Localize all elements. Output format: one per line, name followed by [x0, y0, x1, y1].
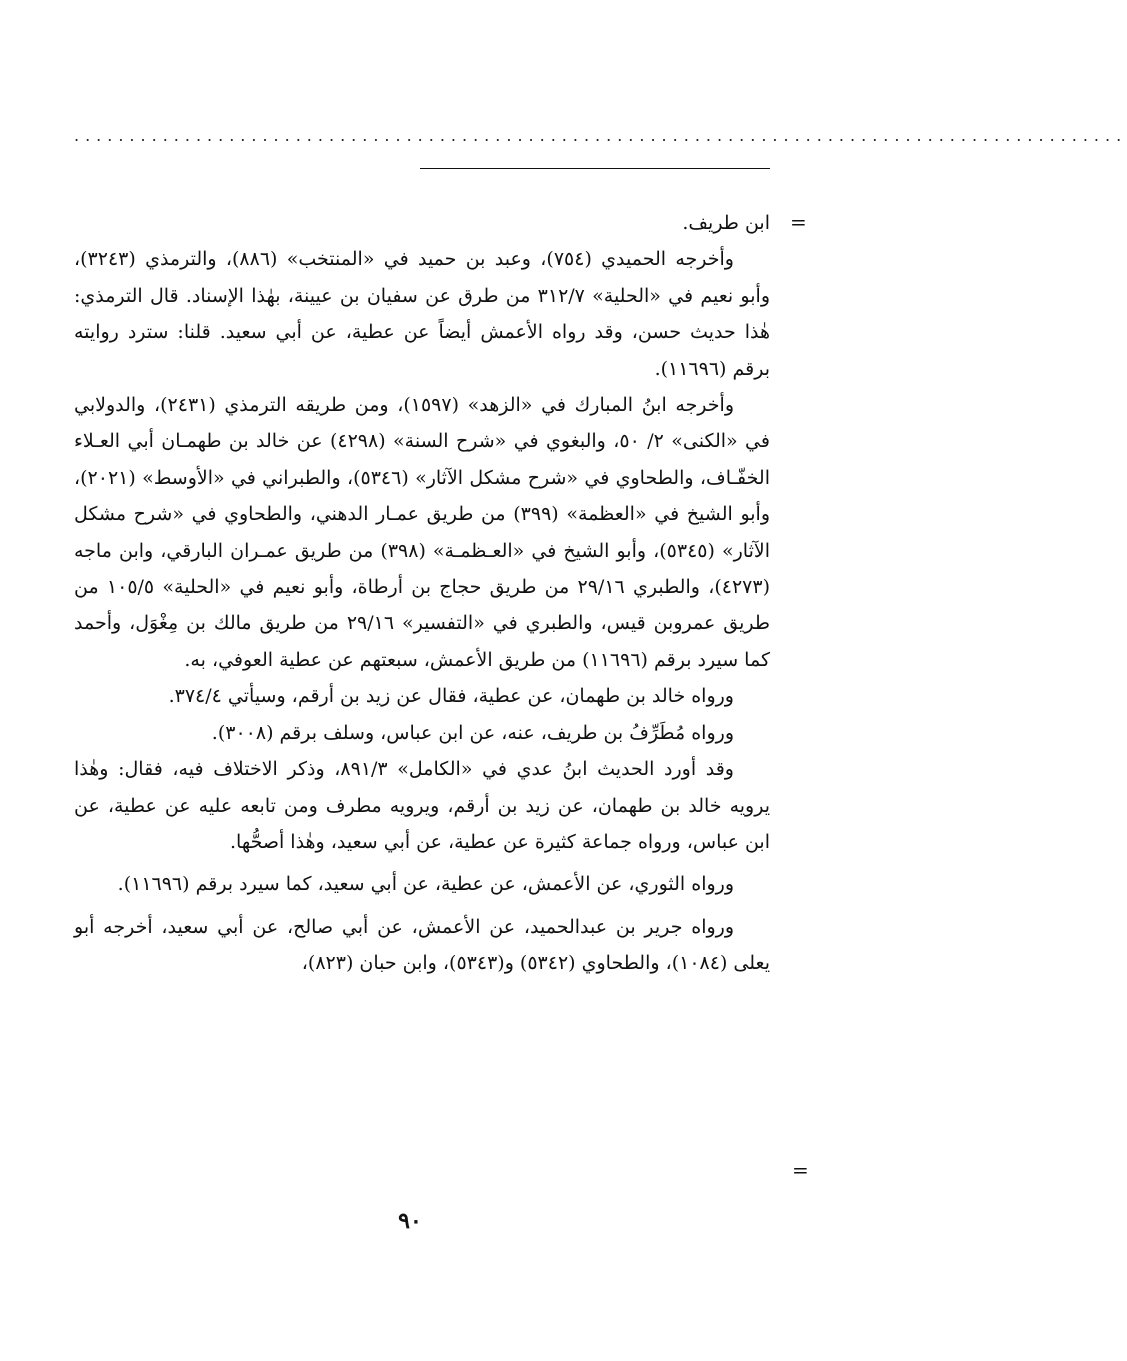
footnote-text	[74, 205, 770, 982]
paragraph-3: وأخرجه ابنُ المبارك في «الزهد» (١٥٩٧)، ومن طريقه الترمذي (٢٤٣١)، والدولابي في «الكنى» ٢/ ٥٠، والبغوي في «شرح السنة» (٤٢٩٨) عن خالد بن طهمـان أبي العـلاء الخفّـاف، والطحاوي في «شرح مشكل الآثار» (٥٣٤٦)، والطبراني في «الأوسط» (٢٠٢١)، وأبو الشيخ في «العظمة» (٣٩٩) من طريق عمـار الدهني، والطحاوي في «شرح مشكل الآثار» (٥٣٤٥)، وأبو الشيخ في «العـظمـة» (٣٩٨) من طريق عمـران البارقي، وابن ماجه (٤٢٧٣)، والطبري ٢٩/١٦ من طريق حجاج بن أرطاة، وأبو نعيم في «الحلية» ١٠٥/٥ من طريق عمروبن قيس، والطبري في «التفسير» ٢٩/١٦ من طريق مالك بن مِغْوَل، وأحمد كما سيرد برقم (١١٦٩٦) من طريق الأعمش، سبعتهم عن عطية العوفي، به.	[74, 394, 771, 671]
continuation-mark-bottom: =	[792, 1158, 809, 1182]
paragraph-6: وقد أورد الحديث ابنُ عدي في «الكامل» ٨٩١/٣، وذكر الاختلاف فيه، فقال: وهٰذا يرويه خالد بن طهمان، عن زيد بن أرقم، ويرويه مطرف ومن تابعه عليه عن عطية، عن ابن عباس، ورواه جماعة كثيرة عن عطية، عن أبي سعيد، وهٰذا أصحُّها.	[74, 758, 770, 853]
paragraph-8: ورواه جرير بن عبدالحميد، عن الأعمش، عن أبي صالح، عن أبي سعيد، أخرجه أبو يعلى (١٠٨٤)، والطحاوي (٥٣٤٢) و(٥٣٤٣)، وابن حبان (٨٢٣)،	[74, 915, 770, 975]
paragraph-4: ورواه خالد بن طهمان، عن عطية، فقال عن زيد بن أرقم، وسيأتي ٣٧٤/٤.	[168, 685, 734, 708]
paragraph-1: ابن طريف.	[682, 212, 770, 234]
page-number: ٩٠	[398, 1208, 422, 1234]
continuation-mark-top: =	[790, 210, 807, 234]
paragraph-2: وأخرجه الحميدي (٧٥٤)، وعبد بن حميد في «المنتخب» (٨٨٦)، والترمذي (٣٢٤٣)، وأبو نعيم في «الحلية» ٣١٢/٧ من طرق عن سفيان بن عيينة، بهٰذا الإسناد. قال الترمذي: هٰذا حديث حسن، وقد رواه الأعمش أيضاً عن عطية، عن أبي سعيد. قلنا: سترد روايته برقم (١١٦٩٦).	[74, 248, 770, 380]
dotted-separator: ...............................................................................................	[74, 126, 1127, 145]
footnote-rule	[420, 168, 770, 169]
paragraph-5: ورواه مُطَرِّفُ بن طريف، عنه، عن ابن عباس، وسلف برقم (٣٠٠٨).	[211, 721, 734, 744]
paragraph-7: ورواه الثوري، عن الأعمش، عن عطية، عن أبي سعيد، كما سيرد برقم (١١٦٩٦).	[117, 873, 734, 896]
